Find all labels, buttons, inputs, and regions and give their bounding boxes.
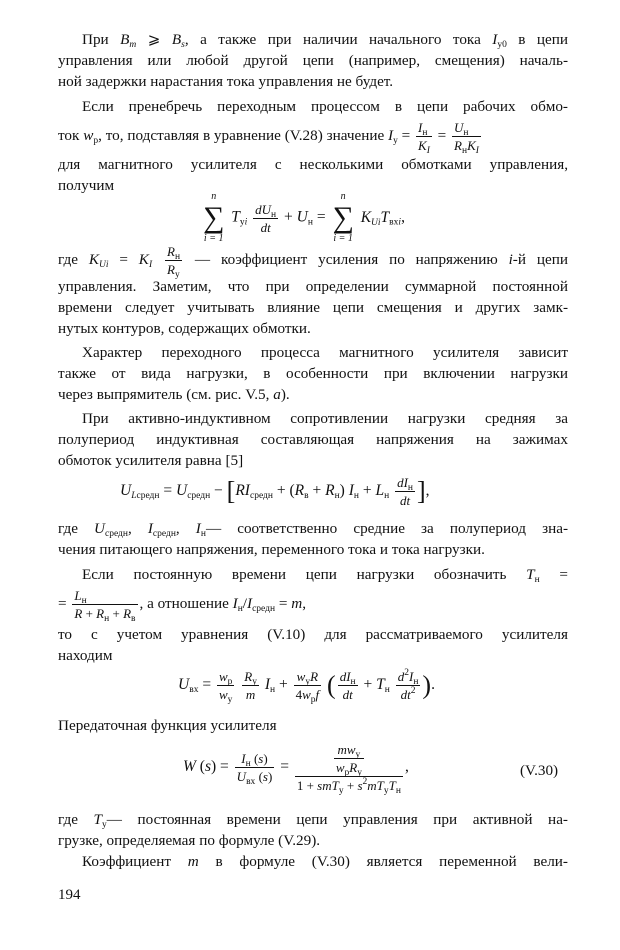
text-line-10: времени следует учитывать влияние цепи смещения и других замк- <box>58 299 568 316</box>
page-number: 194 <box>58 887 81 903</box>
text-line-13: также от вида нагрузки, в особенности при включении нагрузки <box>58 365 568 382</box>
equation-ul: $U_{Lсредн} = U_{средн} - [RI_{средн} + (R_в + R_н) I_н + L_н$ $dI_н$ dt ], <box>120 474 430 508</box>
text-line-22: то с учетом уравнения (V.10) для рассматриваемого усилителя <box>58 626 568 643</box>
text-line-17: обмоток усилителя равна [5] <box>58 452 244 469</box>
text-line-18: где $U_{средн}$, $I_{средн}$, $I_н—$ соответственно средние за полупериод зна- <box>58 520 568 539</box>
text-line-21: = $L_н$ $R + R_н + R_в$ , а отношение $I_н/I_{средн} = m$, <box>58 588 307 625</box>
text-line-4: Если пренебречь переходным процессом в цепи рабочих обмо- <box>82 98 568 115</box>
equation-v30: W (s) = $I_н$ (s) $U_{вх}$ (s) = $mw_y$ $w_рR_y$ $1 + smT_y + s^2mT_yT_н$ , <box>183 742 409 796</box>
text-line-19: чения питающего напряжения, переменного тока и тока нагрузки. <box>58 541 485 558</box>
text-line-12: Характер переходного процесса магнитного усилителя зависит <box>82 344 568 361</box>
equation-uvx: $U_{вх}$ = $w_р$ $w_y$ $\frac{R_y}{m}$ $I_н$ + $w_yR$ $4w_рf$ ( $dI_н$ dt + $T_н$ $d^2I_н$ $dt^2$ ). <box>178 667 435 705</box>
text-line-5: ток $w_р$, то, подставляя в уравнение (V.28) значение $I_y$ = $I_н$ $K_I$ = $U_н$ $R_нK_I$ <box>58 120 479 156</box>
equation-number-v30: (V.30) <box>520 762 559 779</box>
text-line-7: получим <box>58 177 115 194</box>
text-line-26: грузке, определяемая по формуле (V.29). <box>58 832 321 849</box>
text-line-23: находим <box>58 647 113 664</box>
text-line-1: При $B_m$ ⩾ $B_s$, а также при наличии начального тока $I_{y0}$ в цепи <box>82 31 568 50</box>
text-line-27: Коэффициент m в формуле (V.30) является переменной вели- <box>82 853 568 870</box>
text-line-2: управления или любой другой цепи (например, смещения) началь- <box>58 52 568 69</box>
text-line-25: где $T_y—$ постоянная времени цепи управления при активной на- <box>58 811 568 830</box>
text-line-9: управления. Заметим, что при определении суммарной постоянной <box>58 278 568 295</box>
text-line-16: полупериод индуктивная составляющая напряжения на зажимах <box>58 431 568 448</box>
text-line-11: нутых контуров, содержащих обмотки. <box>58 320 311 337</box>
equation-sum: n ∑ i = 1 $T_{yi}$ $dU_н$ dt + $U_н$ = n ∑ i = 1 $K_{Ui}T_{вхi}$, <box>203 191 405 244</box>
text-line-14: через выпрямитель (см. рис. V.5, а). <box>58 386 290 403</box>
text-line-3: ной задержки нарастания тока управления не будет. <box>58 73 394 90</box>
text-line-20: Если постоянную времени цепи нагрузки обозначить $T_н$ = <box>82 566 568 585</box>
text-line-15: При активно-индуктивном сопротивлении нагрузки средняя за <box>82 410 568 427</box>
text-line-24: Передаточная функция усилителя <box>58 717 277 734</box>
text-line-6: для магнитного усилителя с несколькими обмотками управления, <box>58 156 568 173</box>
text-line-8: где $K_{Ui} = K_I$ $R_н$ $R_y$ — коэффициент усиления по напряжению i-й цепи <box>58 244 568 280</box>
